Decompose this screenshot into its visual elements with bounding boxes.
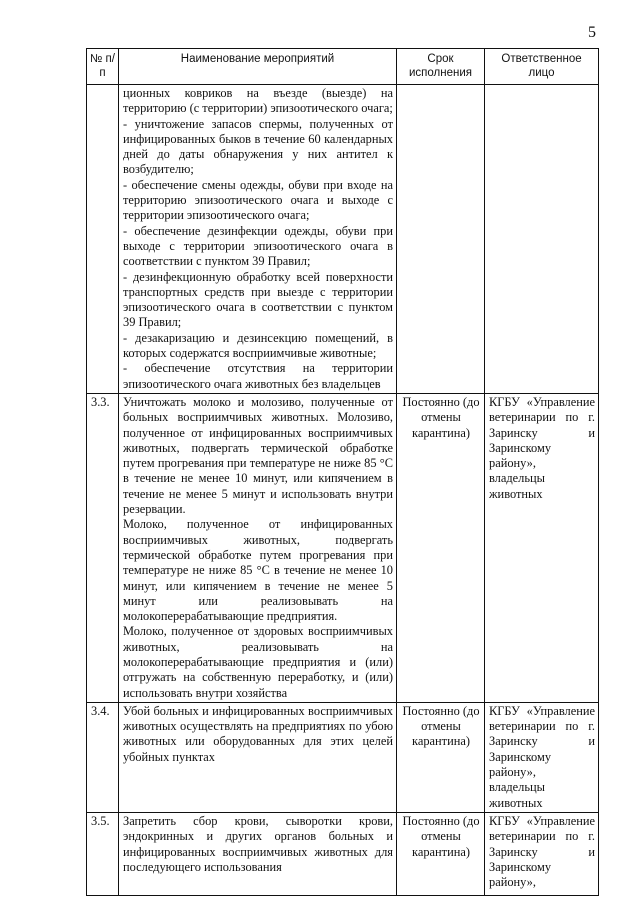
measure-paragraph: Запретить сбор крови, сыворотки крови, эндокринных и других органов больных и инфицированных восприимчивых животных для последующего использования bbox=[123, 813, 393, 874]
measure-paragraph: Молоко, полученное от здоровых восприимчивых животных, реализовывать на молокоперерабатывающие предприятия и (или) отгружать на собственную переработку, и (или) использовать внутри хозяйства bbox=[123, 624, 393, 700]
term-text: Постоянно (до отмены карантина) bbox=[402, 703, 480, 749]
header-number: № п/п bbox=[87, 49, 119, 85]
measure-item: - обеспечение отсутствия на территории эпизоотического очага животных без владельцев bbox=[123, 361, 393, 391]
row-number: 3.4. bbox=[87, 702, 119, 812]
table-row-3-4 bbox=[87, 702, 599, 812]
measure-item: - обеспечение смены одежды, обуви при входе на территорию эпизоотического очага и выходе с территории эпизоотического очага; bbox=[123, 177, 393, 223]
term-text: Постоянно (до отмены карантина) bbox=[402, 394, 480, 440]
measure-item: - дезинфекционную обработку всей поверхности транспортных средств при выезде с территории эпизоотического очага в соответствии с пунктом 39 Правил; bbox=[123, 269, 393, 330]
responsible-owners: владельцы животных bbox=[489, 780, 545, 810]
measure-paragraph: Убой больных и инфицированных восприимчивых животных осуществлять на предприятиях по убою животных или оборудованных для этих целей убойных пунктах bbox=[123, 703, 393, 764]
measure-item: - уничтожение запасов спермы, полученных от инфицированных быков в течение 60 календарных дней до даты обнаружения у них антител к возбудителю; bbox=[123, 116, 393, 177]
measure-description bbox=[119, 812, 397, 895]
table-row-continuation bbox=[87, 85, 599, 394]
measure-responsible bbox=[485, 85, 599, 394]
row-number bbox=[87, 85, 119, 394]
measure-item: ционных ковриков на въезде (выезде) на территорию (с территории) эпизоотического очага; bbox=[123, 86, 393, 116]
measure-description bbox=[119, 85, 397, 394]
measure-term bbox=[397, 702, 485, 812]
table-row-3-5 bbox=[87, 812, 599, 895]
header-measure-name: Наименование мероприятий bbox=[119, 49, 397, 85]
measure-responsible bbox=[485, 393, 599, 702]
measure-item: - обеспечение дезинфекции одежды, обуви при выходе с территории эпизоотического очага в соответствии с пунктом 39 Правил; bbox=[123, 223, 393, 269]
measure-item: - дезакаризацию и дезинсекцию помещений, в которых содержатся восприимчивые животные; bbox=[123, 330, 393, 361]
page-number: 5 bbox=[588, 24, 596, 41]
measure-description bbox=[119, 393, 397, 702]
measure-paragraph: Молоко, полученное от инфицированных восприимчивых животных, подвергать термической обработке путем прогревания при температуре не ниже 85 °С в течение не менее 10 минут, или кипячением в течение не менее 5 минут или реализовывать на молокоперерабатывающие предприятия. bbox=[123, 517, 393, 624]
measure-description bbox=[119, 702, 397, 812]
responsible-org: КГБУ «Управление ветеринарии по г. Заринску и Заринскому району», bbox=[489, 394, 595, 471]
responsible-org: КГБУ «Управление ветеринарии по г. Заринску и Заринскому району», bbox=[489, 813, 595, 890]
responsible-org: КГБУ «Управление ветеринарии по г. Заринску и Заринскому району», bbox=[489, 703, 595, 780]
row-number: 3.3. bbox=[87, 393, 119, 702]
measure-paragraph: Уничтожать молоко и молозиво, полученные от больных восприимчивых животных. Молозиво, полученное от инфицированных восприимчивых животных, подвергать термической обработке путем прогревания при температуре не ниже 85 °С в течение не менее 10 минут, или кипячением в течение не менее 5 минут и использовать внутри резервации. bbox=[123, 394, 393, 517]
measure-term bbox=[397, 812, 485, 895]
measures-table bbox=[86, 48, 599, 896]
measure-term bbox=[397, 393, 485, 702]
measure-responsible bbox=[485, 702, 599, 812]
measure-term bbox=[397, 85, 485, 394]
header-responsible: Ответственное лицо bbox=[485, 49, 599, 85]
table-header-row bbox=[87, 49, 599, 85]
measure-responsible bbox=[485, 812, 599, 895]
responsible-owners: владельцы животных bbox=[489, 471, 545, 501]
header-term: Срок исполнения bbox=[397, 49, 485, 85]
table-row-3-3 bbox=[87, 393, 599, 702]
term-text: Постоянно (до отмены карантина) bbox=[402, 813, 480, 859]
row-number: 3.5. bbox=[87, 812, 119, 895]
